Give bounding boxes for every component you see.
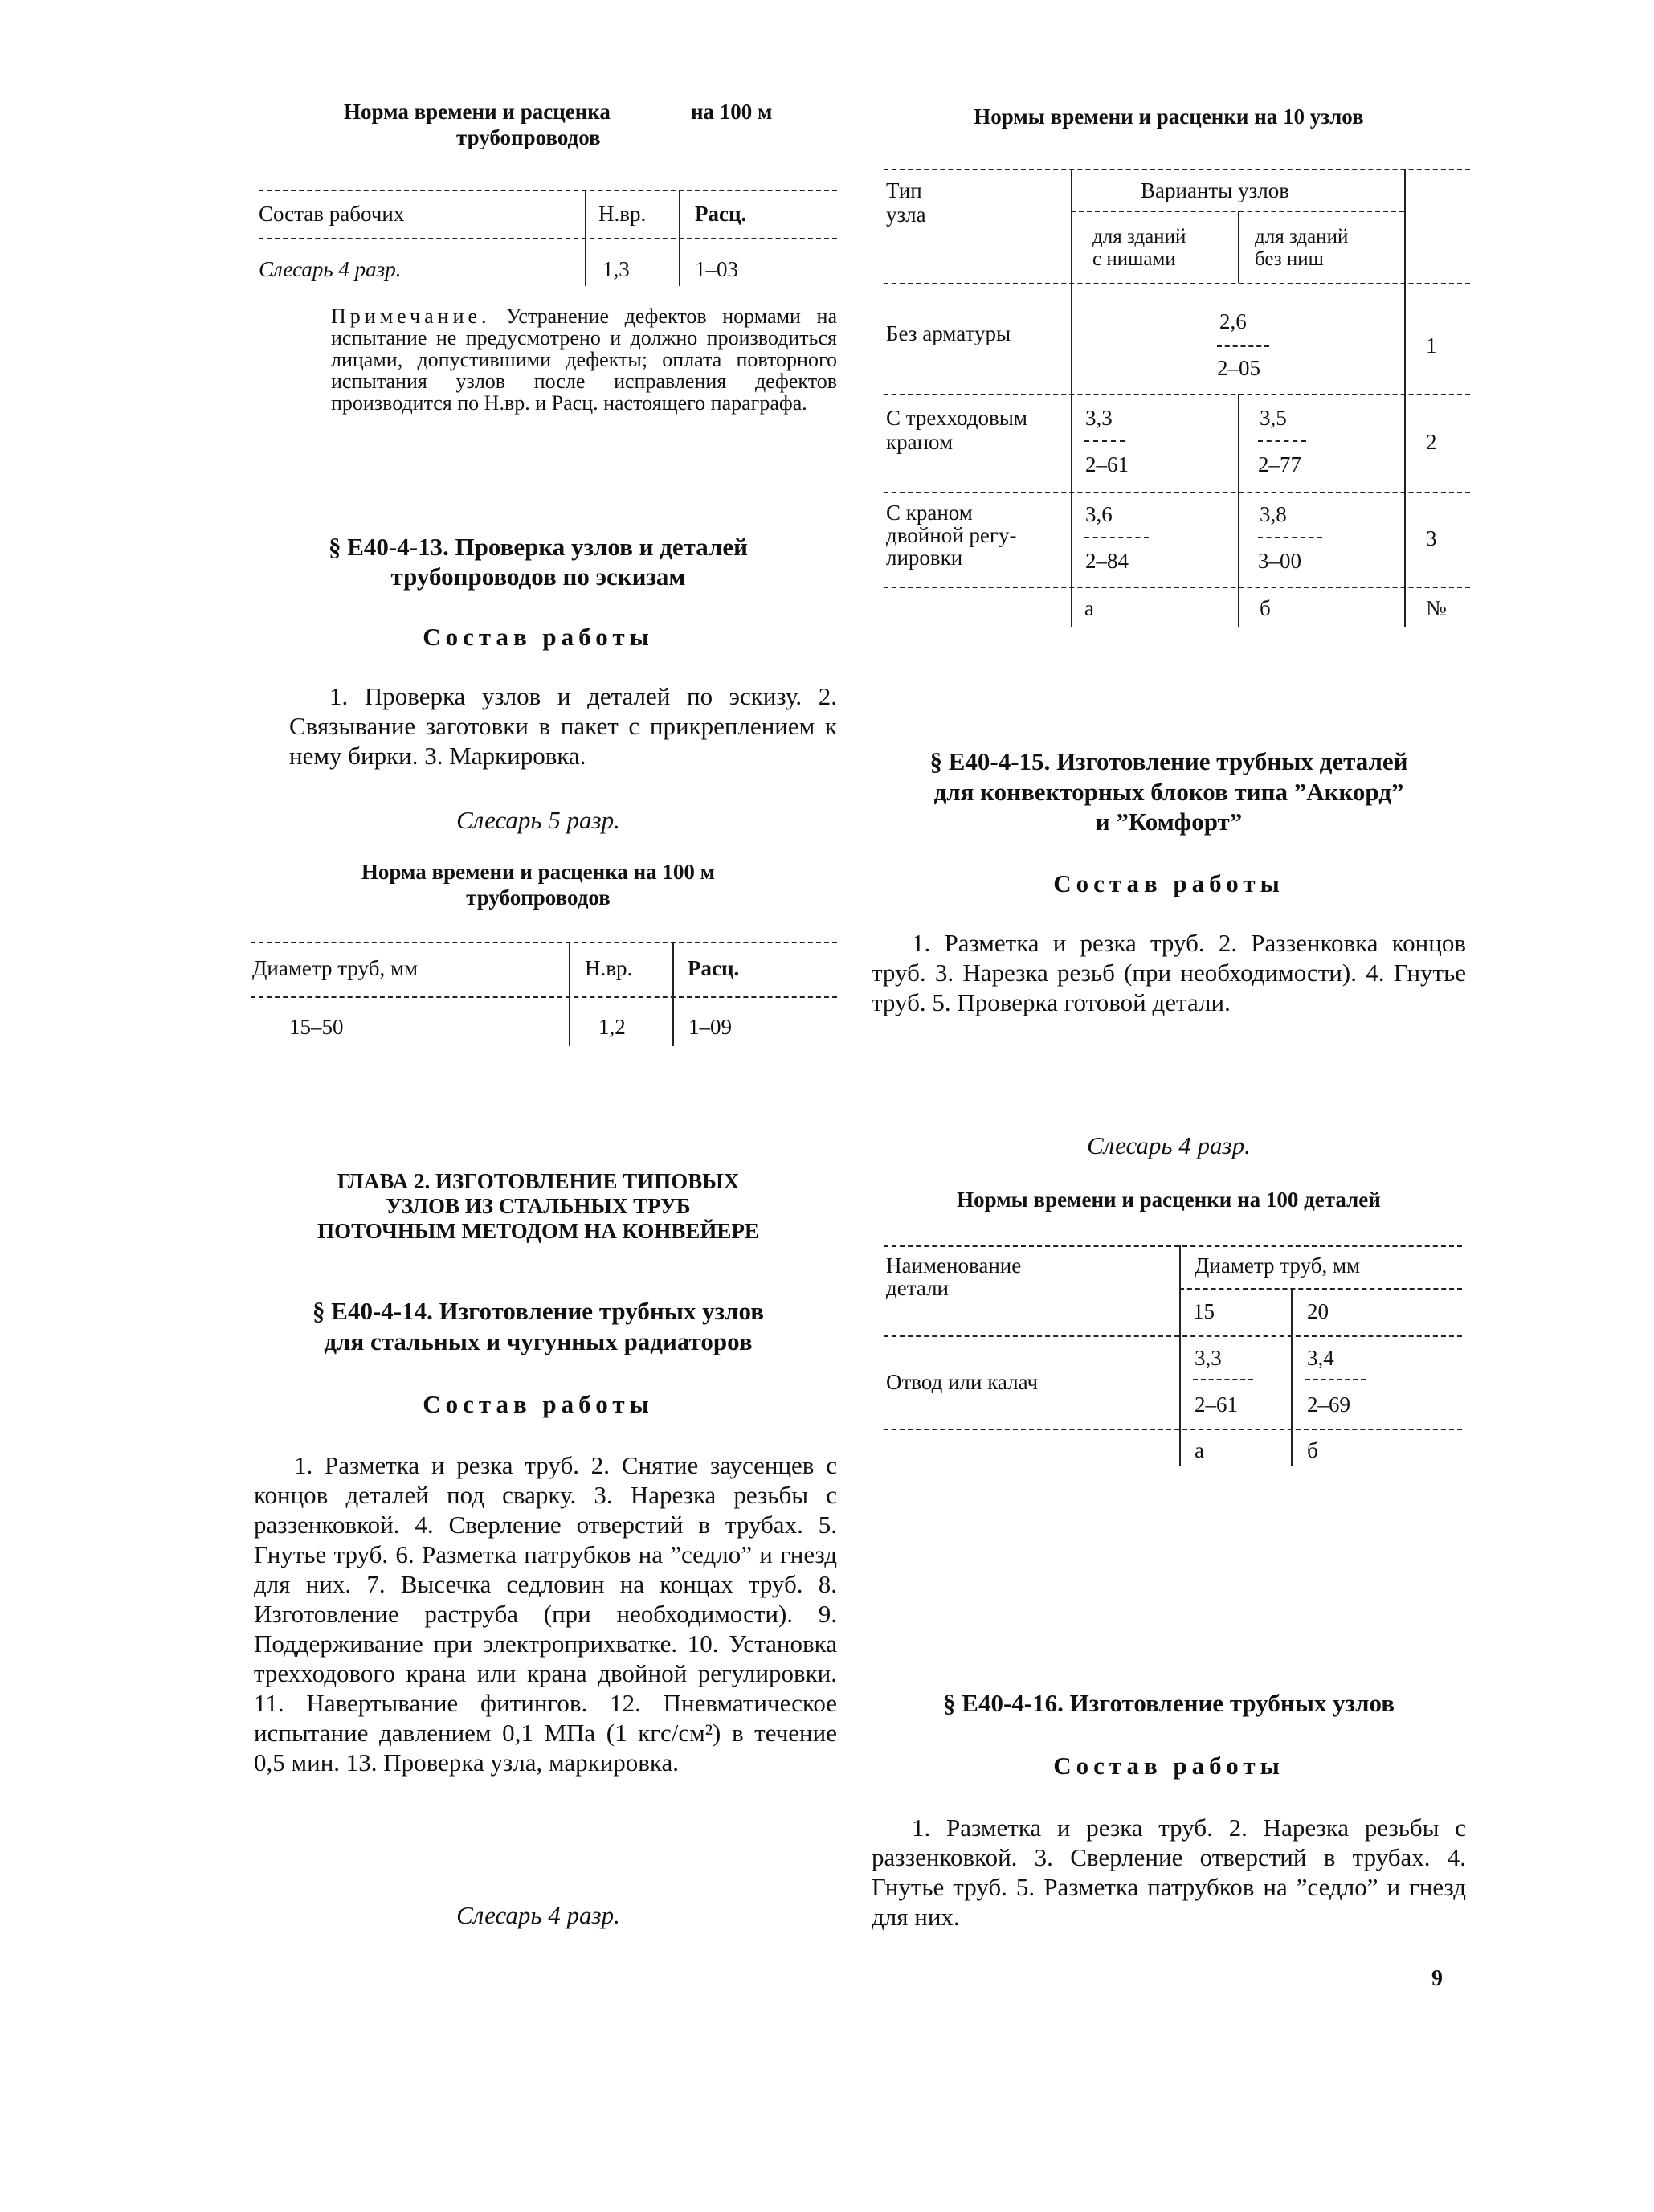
table2-row2-a-frac-line (1084, 440, 1125, 442)
table4-header-diameter: Диаметр труб, мм (1195, 1253, 1361, 1278)
table2-row3-b-rate: 3–00 (1258, 549, 1301, 573)
table2-sub-b-2: без ниш (1255, 248, 1324, 270)
note-paragraph (331, 305, 837, 414)
table1-header-norm: Н.вр. (598, 202, 647, 226)
table2-divider-rows (1238, 394, 1239, 627)
table2-top-rule (884, 169, 1470, 170)
table4-divider-name (1179, 1245, 1181, 1466)
table2-caption: Нормы времени и расценки на 10 узлов (974, 104, 1364, 129)
table2-header-type-2: узла (886, 202, 926, 227)
table4-b-norm: 3,4 (1307, 1346, 1334, 1370)
section-13-title-1: § Е40-4-13. Проверка узлов и деталей (328, 533, 749, 561)
table4-top-rule (884, 1245, 1462, 1247)
section-14-title-2: для стальных и чугунных радиаторов (324, 1327, 753, 1355)
table2-row2-a-norm: 3,3 (1085, 406, 1113, 430)
table4-a-rate: 2–61 (1195, 1392, 1238, 1417)
section-15-title-2: для конвекторных блоков типа ”Аккорд” (933, 778, 1404, 806)
table3-caption-1: Норма времени и расценка на 100 м (361, 860, 716, 884)
table2-row2-a-rate: 2–61 (1085, 452, 1129, 476)
table2-row3-b-frac-line (1258, 537, 1322, 538)
table2-row3-a-norm: 3,6 (1085, 502, 1113, 526)
table3-header-diameter: Диаметр труб, мм (252, 956, 419, 980)
section-14-worker: Слесарь 4 разр. (456, 1901, 620, 1929)
section-15-body: 1. Разметка и резка труб. 2. Раззенковка концов труб. 3. Нарезка резьб (при необходимости). 4. Гнутье труб. 5. Проверка готовой детали. (872, 929, 1466, 1016)
table3-rate-value: 1–09 (688, 1015, 732, 1039)
table4-row-rule (884, 1429, 1462, 1430)
table4-b-frac-line (1305, 1379, 1366, 1380)
table2-row2-num: 2 (1426, 430, 1437, 454)
table3-header-rule (251, 996, 837, 998)
table2-row2-name-1: С трехходовым (886, 406, 1027, 430)
table2-sub-b-1: для зданий (1255, 226, 1349, 247)
table1-header-rate: Расц. (695, 202, 747, 226)
section-16-body: 1. Разметка и резка труб. 2. Нарезка резьбы с раззенковкой. 3. Сверление отверстий в трубах. 4. Гнутье труб. 5. Разметка патрубков на ”седло” и гнезд для них. (872, 1813, 1466, 1931)
table2-row3-name-3: лировки (886, 546, 963, 570)
table3-top-rule (251, 942, 837, 943)
table2-row2-b-rate: 2–77 (1258, 452, 1301, 476)
section-13-body: 1. Проверка узлов и деталей по эскизу. 2. Связывание заготовки в пакет с прикреплением к нему бирки. 3. Маркировка. (289, 682, 837, 770)
table4-divider-diameter (1291, 1288, 1293, 1466)
table2-header-rule (884, 283, 1470, 284)
table2-row3-name-1: С краном (886, 501, 973, 525)
table4-b-rate: 2–69 (1307, 1392, 1350, 1417)
table4-footer-b: б (1307, 1438, 1318, 1462)
section-14-body: 1. Разметка и резка труб. 2. Снятие заусенцев с концов деталей под сварку. 3. Нарезка резьбы с раззенковкой. 4. Сверление отверстий в трубах. 5. Гнутье труб. 6. Разметка патрубков на ”седло” и гнезд для них. 7. Высечка седловин на концах труб. 8. Изготовление раструба (при необходимости). 9. Поддерживание при электроприхватке. 10. Установка трехходового крана или крана двойной регулировки. 11. Навертывание фитингов. 12. Пневматическое испытание давлением 0,1 МПа (1 кгс/см²) в течение 0,5 мин. 13. Проверка узла, маркировка. (254, 1451, 837, 1777)
table3-caption-2: трубопроводов (466, 885, 611, 910)
table2-row3-a-frac-line (1084, 537, 1149, 538)
section-15-worker: Слесарь 4 разр. (1087, 1131, 1251, 1159)
table2-row2-rule (884, 492, 1470, 493)
table1-rate-value: 1–03 (695, 257, 738, 281)
chapter-heading-1: ГЛАВА 2. ИЗГОТОВЛЕНИЕ ТИПОВЫХ (337, 1169, 740, 1193)
table2-divider-num (1404, 169, 1406, 627)
table4-a-norm: 3,3 (1195, 1346, 1222, 1370)
section-14-work-heading: Состав работы (423, 1390, 654, 1418)
section-13-title-2: трубопроводов по эскизам (390, 562, 686, 591)
table3-divider-1 (569, 942, 570, 1046)
table4-header-name-1: Наименование (886, 1253, 1022, 1278)
table2-row3-a-rate: 2–84 (1085, 549, 1129, 573)
table2-row3-b-norm: 3,8 (1260, 502, 1287, 526)
table2-row3-name-2: двойной регу- (886, 523, 1017, 547)
table4-diameter-rule (1179, 1288, 1462, 1290)
section-16-work-heading: Состав работы (1053, 1752, 1284, 1780)
table3-header-norm: Н.вр. (585, 956, 633, 980)
table1-caption-b: на 100 м (691, 100, 773, 124)
section-16-title: § Е40-4-16. Изготовление трубных узлов (943, 1689, 1395, 1717)
page-number: 9 (1431, 1966, 1443, 1991)
table1-worker: Слесарь 4 разр. (259, 257, 402, 281)
table2-footer-b: б (1260, 596, 1271, 620)
table2-row1-rate: 2–05 (1217, 356, 1260, 380)
table2-header-variants: Варианты узлов (1141, 178, 1289, 202)
table2-header-type-1: Тип (886, 178, 922, 202)
section-15-title-1: § Е40-4-15. Изготовление трубных деталей (929, 747, 1408, 775)
section-15-title-3: и ”Комфорт” (1095, 808, 1243, 836)
table1-caption-c: трубопроводов (456, 125, 601, 149)
table2-row2-b-norm: 3,5 (1260, 406, 1287, 430)
table2-row1-frac-line (1217, 345, 1269, 347)
table4-footer-a: а (1195, 1438, 1204, 1462)
table1-header-rule (259, 238, 837, 239)
table3-divider-2 (672, 942, 674, 1046)
table4-header-name-2: детали (886, 1276, 949, 1300)
section-13-worker: Слесарь 5 разр. (456, 806, 620, 834)
section-14-title-1: § Е40-4-14. Изготовление трубных узлов (312, 1297, 764, 1325)
chapter-heading-3: ПОТОЧНЫМ МЕТОДОМ НА КОНВЕЙЕРЕ (317, 1219, 759, 1243)
table2-row1-norm: 2,6 (1219, 309, 1247, 333)
table3-norm-value: 1,2 (598, 1015, 626, 1039)
section-15-work-heading: Состав работы (1053, 869, 1284, 897)
table4-diameter-20: 20 (1307, 1299, 1329, 1323)
note-label: Примечание. (331, 305, 491, 328)
table2-row1-num: 1 (1426, 333, 1437, 358)
table2-sub-a-1: для зданий (1092, 226, 1186, 247)
table2-row2-name-2: краном (886, 430, 954, 454)
table2-row2-b-frac-line (1258, 440, 1306, 442)
table1-header-composition: Состав рабочих (259, 202, 405, 226)
table1-caption-a: Норма времени и расценка (344, 100, 611, 124)
table2-divider-type (1071, 169, 1072, 627)
chapter-heading-2: УЗЛОВ ИЗ СТАЛЬНЫХ ТРУБ (386, 1194, 691, 1218)
table1-norm-value: 1,3 (602, 257, 630, 281)
section-13-work-heading: Состав работы (423, 623, 654, 651)
table2-footer-a: а (1084, 596, 1094, 620)
note-text: Устранение дефектов нормами на испытание не предусмотрено и должно производиться лицами, допустившими дефекты; оплата повторного испытания узлов после исправления дефектов производится по Н.вр. и Расц. настоящего параграфа. (331, 305, 837, 415)
table3-header-rate: Расц. (688, 956, 740, 980)
table4-row-name: Отвод или калач (886, 1370, 1039, 1394)
table2-footer-num: № (1426, 596, 1447, 620)
table4-diameter-15: 15 (1193, 1299, 1215, 1323)
table4-a-frac-line (1193, 1379, 1253, 1380)
table2-sub-a-2: с нишами (1092, 248, 1176, 270)
table3-diameter-value: 15–50 (289, 1015, 344, 1039)
table2-divider-variants (1238, 211, 1239, 283)
table4-caption: Нормы времени и расценки на 100 деталей (957, 1188, 1381, 1212)
table2-row3-rule (884, 587, 1470, 588)
table2-row1-rule (884, 394, 1470, 395)
table2-row1-name: Без арматуры (886, 321, 1011, 345)
table1-top-rule (259, 190, 837, 191)
table2-row3-num: 3 (1426, 526, 1437, 550)
table4-header-rule (884, 1335, 1462, 1337)
